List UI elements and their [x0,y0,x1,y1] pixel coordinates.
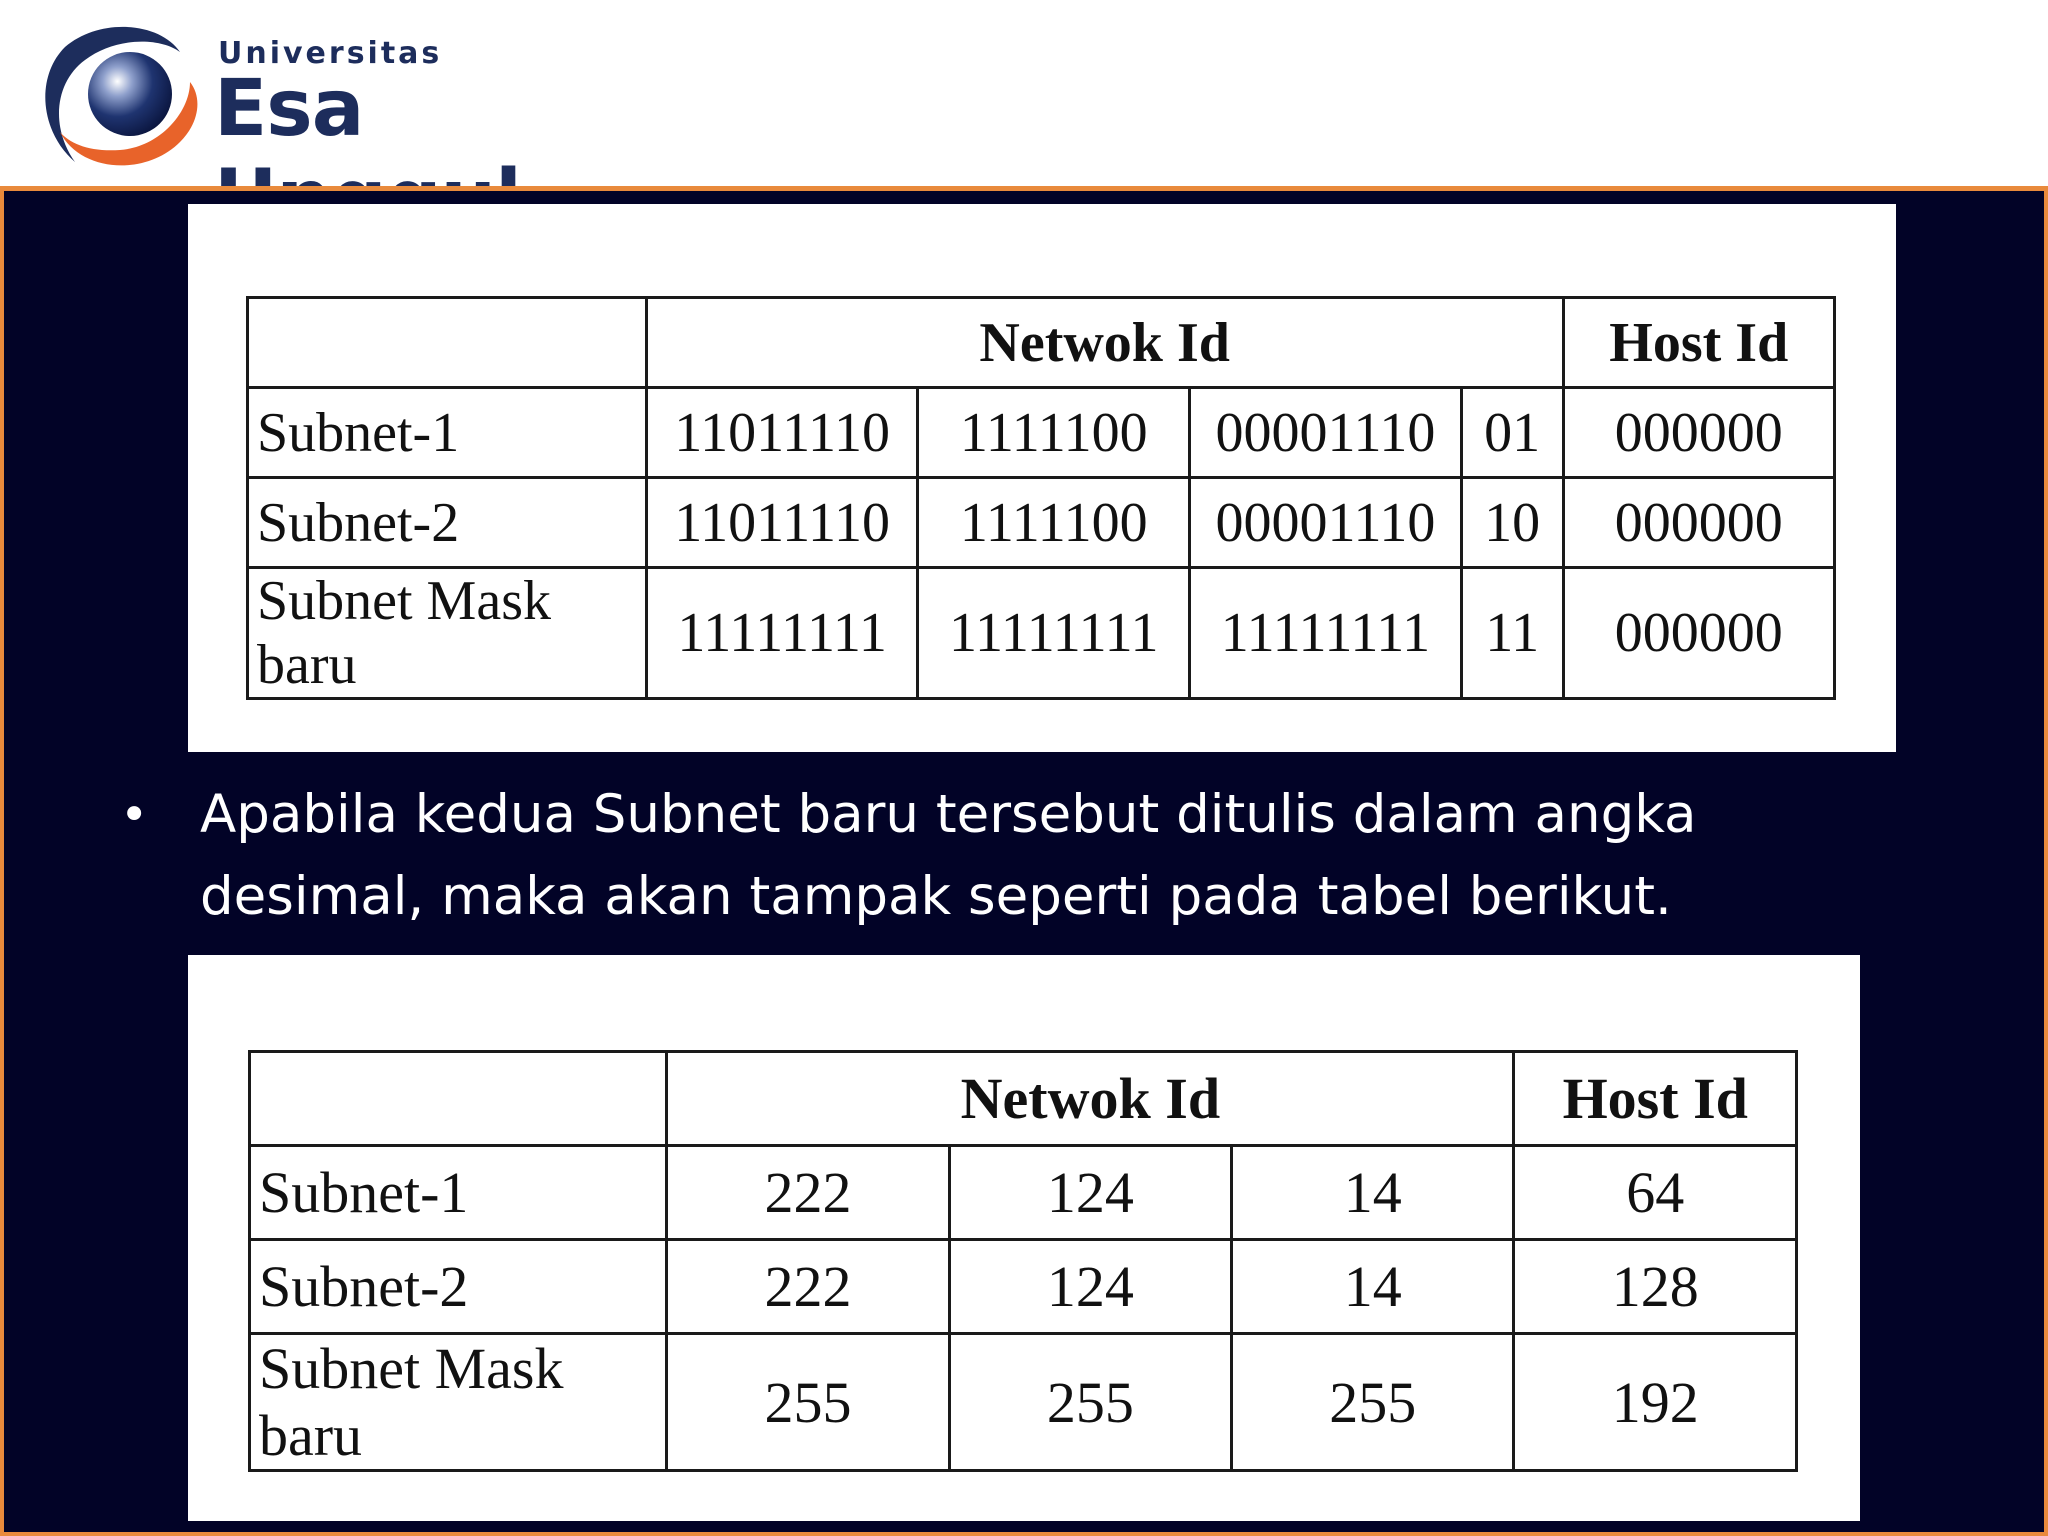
header-host-id: Host Id [1563,298,1834,388]
table-cell: 255 [1232,1334,1514,1471]
table-cell: 14 [1232,1146,1514,1240]
table-cell: 14 [1232,1240,1514,1334]
table-cell: 11 [1461,568,1563,699]
slide-header [0,0,2048,186]
table-cell: 11111111 [918,568,1190,699]
header-host-id: Host Id [1514,1052,1797,1146]
header-empty-cell [250,1052,667,1146]
logo-text-esa-unggul: Esa [214,64,364,154]
table-cell: 11111111 [646,568,918,699]
header-network-id: Netwok Id [667,1052,1514,1146]
table-cell: 255 [949,1334,1231,1471]
table-cell: 222 [667,1240,949,1334]
header-empty-cell [248,298,647,388]
table-row [250,1240,1797,1334]
table-header-row [248,298,1835,388]
table-cell: 00001110 [1190,478,1462,568]
table-cell: 1111100 [918,388,1190,478]
header-network-id: Netwok Id [646,298,1563,388]
table-row [250,1146,1797,1240]
bullet-marker: • [120,787,149,843]
row-label: Subnet-1 [250,1146,667,1240]
row-label: Subnet-2 [250,1240,667,1334]
table-cell: 192 [1514,1334,1797,1471]
table-cell: 222 [667,1146,949,1240]
table-cell: 1111100 [918,478,1190,568]
decimal-subnet-table [248,1050,1798,1472]
table-cell: 000000 [1563,568,1834,699]
bullet-text: Apabila kedua Subnet baru tersebut ditulis dalam angka desimal, maka akan tampak seperti pada tabel berikut. [200,784,1697,927]
binary-subnet-table [246,296,1836,700]
table-cell: 11111111 [1190,568,1462,699]
table-header-row [250,1052,1797,1146]
esa-unggul-logo-icon [30,12,210,172]
row-label: Subnet-2 [248,478,647,568]
table-cell: 00001110 [1190,388,1462,478]
row-label: Subnet Mask baru [248,568,647,699]
table-row [250,1334,1797,1471]
table-cell: 10 [1461,478,1563,568]
binary-table-panel [188,204,1896,752]
table-cell: 124 [949,1240,1231,1334]
table-cell: 01 [1461,388,1563,478]
table-cell: 64 [1514,1146,1797,1240]
university-logo [30,12,670,172]
table-cell: 255 [667,1334,949,1471]
table-row [248,388,1835,478]
table-row [248,478,1835,568]
table-cell: 124 [949,1146,1231,1240]
row-label: Subnet Mask baru [250,1334,667,1471]
table-cell: 11011110 [646,388,918,478]
table-cell: 000000 [1563,478,1834,568]
table-cell: 11011110 [646,478,918,568]
table-row [248,568,1835,699]
decimal-table-panel [188,955,1860,1521]
table-cell: 128 [1514,1240,1797,1334]
table-cell: 000000 [1563,388,1834,478]
logo-text-universitas: Universitas [218,36,443,71]
row-label: Subnet-1 [248,388,647,478]
